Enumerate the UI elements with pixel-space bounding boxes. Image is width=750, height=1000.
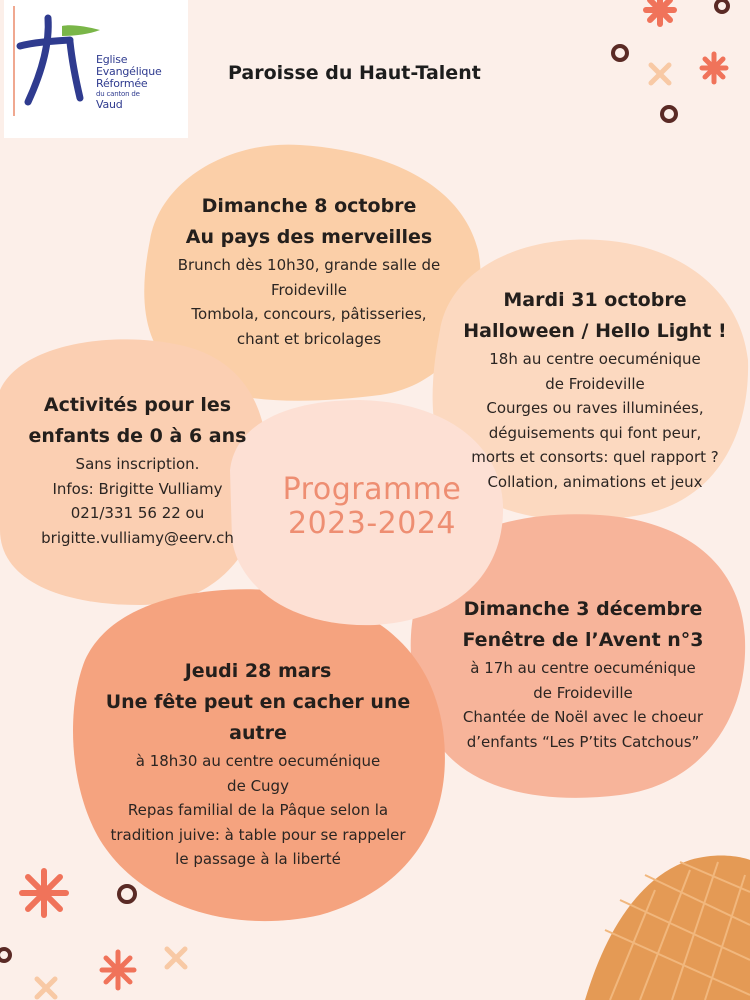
event-title: Fenêtre de l’Avent n°3 <box>462 629 704 651</box>
program-year: 2023-2024 <box>287 506 457 541</box>
logo-line: Vaud <box>96 98 123 111</box>
logo-line: du canton de <box>96 90 140 98</box>
cross-logo-icon <box>10 6 102 116</box>
event-detail: à 17h au centre oecuménique <box>470 659 696 677</box>
ring-icon <box>0 949 10 961</box>
event-december-3 <box>428 594 738 754</box>
sparkle-icon <box>102 952 134 988</box>
cross-icon <box>37 979 55 997</box>
ring-icon <box>662 107 676 121</box>
event-detail: chant et bricolages <box>236 329 382 348</box>
waffle-decoration <box>585 856 750 1000</box>
program-title <box>262 473 482 541</box>
event-detail: Infos: Brigitte Vulliamy <box>52 479 223 498</box>
event-detail: Tombola, concours, pâtisseries, <box>191 305 427 323</box>
event-date: Jeudi 28 mars <box>184 660 332 682</box>
event-detail: tradition juive: à table pour se rappeler <box>110 825 406 844</box>
event-detail: à 18h30 au centre oecuménique <box>135 752 381 770</box>
event-detail: Froideville <box>270 280 348 299</box>
parish-name: Paroisse du Haut-Talent <box>228 62 481 84</box>
event-detail: 021/331 56 22 ou <box>70 504 205 522</box>
event-detail: Repas familial de la Pâque selon la <box>127 801 389 819</box>
logo-line: Evangélique <box>96 65 162 78</box>
event-date: Dimanche 8 octobre <box>201 195 417 217</box>
contact-email: brigitte.vulliamy@eerv.ch <box>41 528 234 547</box>
cross-icon <box>167 949 185 967</box>
event-detail: de Froideville <box>545 374 645 393</box>
event-detail: Collation, animations et jeux <box>487 472 703 491</box>
cross-icon <box>651 65 669 83</box>
sparkle-icon <box>22 871 66 915</box>
event-detail: d’enfants “Les P’tits Catchous” <box>466 732 700 751</box>
event-october-31 <box>440 285 750 494</box>
event-detail: le passage à la liberté <box>175 850 341 868</box>
event-date: Activités pour les <box>43 394 232 416</box>
event-detail: Courges ou raves illuminées, <box>486 399 704 417</box>
event-detail: Brunch dès 10h30, grande salle de <box>177 256 441 274</box>
event-title-continued: autre <box>229 722 287 744</box>
event-detail: morts et consorts: quel rapport ? <box>471 448 719 466</box>
logo-line: Eglise <box>96 53 128 66</box>
logo-line: Réformée <box>96 77 148 90</box>
program-title-line: Programme <box>282 472 462 507</box>
sparkle-icon <box>702 54 726 82</box>
event-detail: de Froideville <box>533 683 633 702</box>
event-detail: Sans inscription. <box>75 455 200 473</box>
event-october-8 <box>150 191 468 351</box>
event-title: Au pays des merveilles <box>185 226 433 248</box>
event-detail: de Cugy <box>227 776 289 795</box>
children-activities <box>15 390 260 550</box>
event-date: Mardi 31 octobre <box>503 289 687 311</box>
event-detail: 18h au centre oecuménique <box>489 350 701 368</box>
ring-icon <box>119 886 135 902</box>
event-date: Dimanche 3 décembre <box>463 598 703 620</box>
ring-icon <box>613 46 627 60</box>
event-title: Une fête peut en cacher une <box>105 691 411 713</box>
event-march-28 <box>88 656 428 872</box>
event-detail: Chantée de Noël avec le choeur <box>462 708 704 726</box>
event-title: enfants de 0 à 6 ans <box>28 425 247 447</box>
logo-wordmark <box>96 54 162 111</box>
sparkle-icon <box>646 0 674 24</box>
ring-icon <box>716 0 728 12</box>
church-logo <box>4 0 188 138</box>
event-detail: déguisements qui font peur, <box>488 423 702 442</box>
event-title: Halloween / Hello Light ! <box>463 320 727 342</box>
